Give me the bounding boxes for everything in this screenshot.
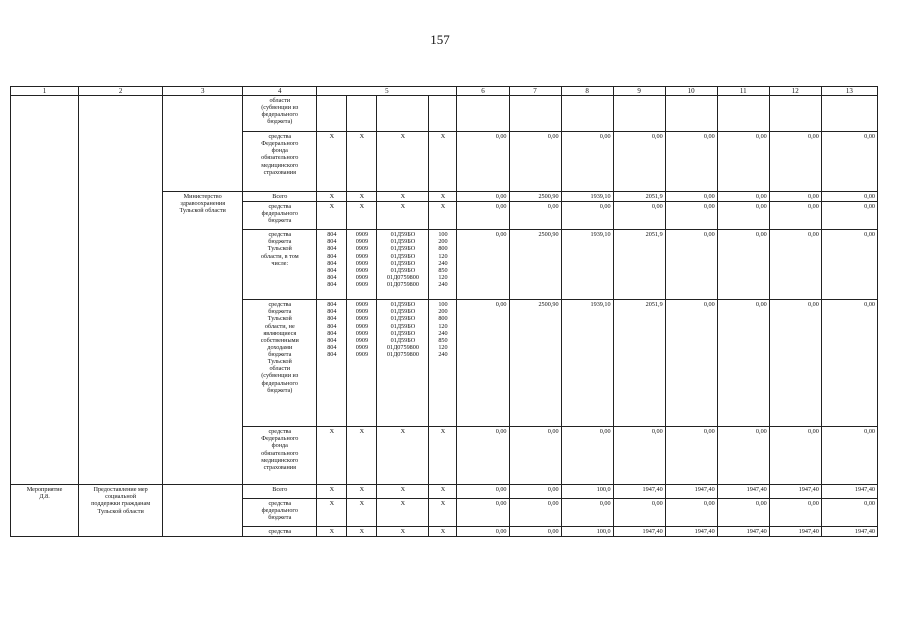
table-row (11, 96, 878, 132)
cell-code-rzpr (347, 96, 377, 132)
cell-value: 0,00 (509, 427, 561, 485)
cell-code-rzpr: X (347, 202, 377, 230)
cell-code-csr: 01Д59БО 01Д59БО 01Д59БО 01Д59БО 01Д59БО 01Д59БО 01Д0759800 01Д0759800 (377, 300, 429, 427)
cell-code-vr: X (429, 485, 457, 499)
cell-code-rzpr: X (347, 132, 377, 192)
cell-value: 0,00 (717, 132, 769, 192)
cell-value (613, 96, 665, 132)
cell-value: 0,00 (457, 499, 509, 527)
header-cell: 10 (665, 87, 717, 96)
cell-value: 0,00 (457, 132, 509, 192)
cell-funding-source: области (субвенции из федерального бюджета) (243, 96, 317, 132)
cell-value: 0,00 (821, 132, 877, 192)
cell-code-rzpr: 0909 0909 0909 0909 0909 0909 0909 0909 (347, 230, 377, 300)
cell-value (717, 96, 769, 132)
cell-funding-source: средства бюджета Тульской области, в том числе: (243, 230, 317, 300)
cell-code-grbs: X (317, 427, 347, 485)
cell-value: 0,00 (509, 485, 561, 499)
cell-value: 0,00 (717, 230, 769, 300)
cell-value: 1939,10 (561, 300, 613, 427)
cell-value: 0,00 (821, 427, 877, 485)
cell-code-vr: X (429, 499, 457, 527)
cell-description: Предоставление мер социальной поддержки гражданам Тульской области (79, 485, 163, 537)
cell-value: 0,00 (613, 132, 665, 192)
cell-value: 0,00 (665, 300, 717, 427)
cell-value: 0,00 (509, 132, 561, 192)
budget-table (10, 86, 878, 537)
cell-code-csr: X (377, 527, 429, 537)
cell-value: 0,00 (769, 202, 821, 230)
cell-code-vr: X (429, 527, 457, 537)
cell-code-grbs: X (317, 485, 347, 499)
cell-value: 0,00 (457, 300, 509, 427)
cell-value: 0,00 (717, 427, 769, 485)
cell-value: 0,00 (665, 230, 717, 300)
cell-value: 0,00 (509, 527, 561, 537)
cell-code-vr (429, 96, 457, 132)
cell-value: 2051,9 (613, 230, 665, 300)
cell-value: 0,00 (665, 132, 717, 192)
header-cell: 4 (243, 87, 317, 96)
cell-value: 2500,90 (509, 230, 561, 300)
cell-code-vr: X (429, 192, 457, 202)
cell-value (769, 96, 821, 132)
cell-value: 0,00 (769, 230, 821, 300)
cell-value: 2051,9 (613, 300, 665, 427)
cell-value: 0,00 (821, 192, 877, 202)
cell-value: 0,00 (613, 427, 665, 485)
cell-value: 1947,40 (665, 485, 717, 499)
cell-funding-source: средства бюджета Тульской области, не являющиеся собственными доходами бюджета Тульской области (субвенции из федерального бюджета) (243, 300, 317, 427)
cell-value: 0,00 (665, 202, 717, 230)
cell-event: Мероприятие Д.8. (11, 485, 79, 537)
cell-value: 2051,9 (613, 192, 665, 202)
cell-code-grbs: 804 804 804 804 804 804 804 804 (317, 230, 347, 300)
cell-code-csr: X (377, 485, 429, 499)
header-cell: 12 (769, 87, 821, 96)
cell-code-rzpr: X (347, 485, 377, 499)
cell-value: 0,00 (717, 192, 769, 202)
header-cell: 7 (509, 87, 561, 96)
cell-funding-source: Всего (243, 485, 317, 499)
cell-code-csr: X (377, 192, 429, 202)
cell-value: 0,00 (769, 300, 821, 427)
cell-code-grbs: X (317, 132, 347, 192)
cell-code-vr: X (429, 202, 457, 230)
cell-code-csr: 01Д59БО 01Д59БО 01Д59БО 01Д59БО 01Д59БО 01Д59БО 01Д0759800 01Д0759800 (377, 230, 429, 300)
header-cell: 2 (79, 87, 163, 96)
cell-value (821, 96, 877, 132)
header-cell: 6 (457, 87, 509, 96)
cell-code-vr: 100 200 800 120 240 850 120 240 (429, 230, 457, 300)
cell-executor (163, 96, 243, 192)
cell-code-grbs: 804 804 804 804 804 804 804 804 (317, 300, 347, 427)
cell-funding-source: средства Федерального фонда обязательного медицинского страхования (243, 427, 317, 485)
cell-value: 0,00 (769, 192, 821, 202)
cell-code-rzpr: X (347, 499, 377, 527)
cell-code-vr: X (429, 132, 457, 192)
cell-value: 1947,40 (665, 527, 717, 537)
cell-code-grbs: X (317, 192, 347, 202)
cell-value: 0,00 (717, 300, 769, 427)
cell-value: 1947,40 (821, 527, 877, 537)
cell-description (79, 96, 163, 485)
table-body (11, 96, 878, 537)
cell-value: 0,00 (457, 192, 509, 202)
cell-funding-source: Всего (243, 192, 317, 202)
cell-code-csr (377, 96, 429, 132)
cell-value: 0,00 (457, 427, 509, 485)
cell-value: 2500,90 (509, 300, 561, 427)
cell-code-grbs: X (317, 499, 347, 527)
cell-value: 0,00 (613, 202, 665, 230)
cell-value: 0,00 (665, 499, 717, 527)
cell-value: 1947,40 (613, 527, 665, 537)
cell-value: 0,00 (769, 427, 821, 485)
header-cell: 1 (11, 87, 79, 96)
cell-executor: Министерство здравоохранения Тульской области (163, 192, 243, 485)
table-row (11, 485, 878, 499)
cell-event (11, 96, 79, 485)
cell-code-grbs: X (317, 202, 347, 230)
cell-value: 0,00 (561, 132, 613, 192)
cell-value: 100,0 (561, 527, 613, 537)
cell-value: 0,00 (457, 485, 509, 499)
cell-value: 0,00 (821, 202, 877, 230)
cell-code-csr: X (377, 132, 429, 192)
cell-value: 0,00 (717, 499, 769, 527)
cell-code-rzpr: 0909 0909 0909 0909 0909 0909 0909 0909 (347, 300, 377, 427)
cell-value: 0,00 (509, 499, 561, 527)
cell-value: 0,00 (821, 499, 877, 527)
cell-value: 0,00 (769, 132, 821, 192)
header-cell: 5 (317, 87, 457, 96)
cell-funding-source: средства (243, 527, 317, 537)
header-cell: 3 (163, 87, 243, 96)
cell-code-rzpr: X (347, 527, 377, 537)
cell-code-csr: X (377, 427, 429, 485)
cell-value: 1947,40 (821, 485, 877, 499)
cell-value: 1947,40 (769, 527, 821, 537)
cell-executor (163, 485, 243, 537)
cell-value: 1939,10 (561, 192, 613, 202)
cell-value: 1947,40 (717, 485, 769, 499)
cell-value (665, 96, 717, 132)
cell-value: 0,00 (821, 230, 877, 300)
cell-value: 0,00 (457, 230, 509, 300)
cell-value: 0,00 (457, 527, 509, 537)
cell-value: 1947,40 (769, 485, 821, 499)
cell-value: 2500,90 (509, 192, 561, 202)
header-cell: 11 (717, 87, 769, 96)
cell-value: 0,00 (561, 202, 613, 230)
header-cell: 8 (561, 87, 613, 96)
cell-funding-source: средства Федерального фонда обязательного медицинского страхования (243, 132, 317, 192)
cell-value: 0,00 (613, 499, 665, 527)
cell-value: 1947,40 (613, 485, 665, 499)
cell-value: 1947,40 (717, 527, 769, 537)
header-cell: 9 (613, 87, 665, 96)
cell-value: 0,00 (769, 499, 821, 527)
cell-code-grbs: X (317, 527, 347, 537)
cell-code-vr: X (429, 427, 457, 485)
cell-value: 0,00 (457, 202, 509, 230)
cell-code-csr: X (377, 202, 429, 230)
cell-code-rzpr: X (347, 192, 377, 202)
cell-value (457, 96, 509, 132)
cell-value: 0,00 (717, 202, 769, 230)
column-header-row (11, 87, 878, 96)
cell-funding-source: средства федерального бюджета (243, 499, 317, 527)
cell-value: 0,00 (509, 202, 561, 230)
cell-value: 0,00 (561, 427, 613, 485)
cell-code-rzpr: X (347, 427, 377, 485)
cell-code-grbs (317, 96, 347, 132)
cell-value (509, 96, 561, 132)
cell-funding-source: средства федерального бюджета (243, 202, 317, 230)
cell-value: 100,0 (561, 485, 613, 499)
cell-value: 0,00 (665, 192, 717, 202)
cell-value: 0,00 (561, 499, 613, 527)
cell-code-vr: 100 200 800 120 240 850 120 240 (429, 300, 457, 427)
cell-value: 0,00 (821, 300, 877, 427)
header-cell: 13 (821, 87, 877, 96)
cell-value (561, 96, 613, 132)
cell-value: 0,00 (665, 427, 717, 485)
cell-code-csr: X (377, 499, 429, 527)
cell-value: 1939,10 (561, 230, 613, 300)
page-number: 157 (430, 32, 450, 47)
